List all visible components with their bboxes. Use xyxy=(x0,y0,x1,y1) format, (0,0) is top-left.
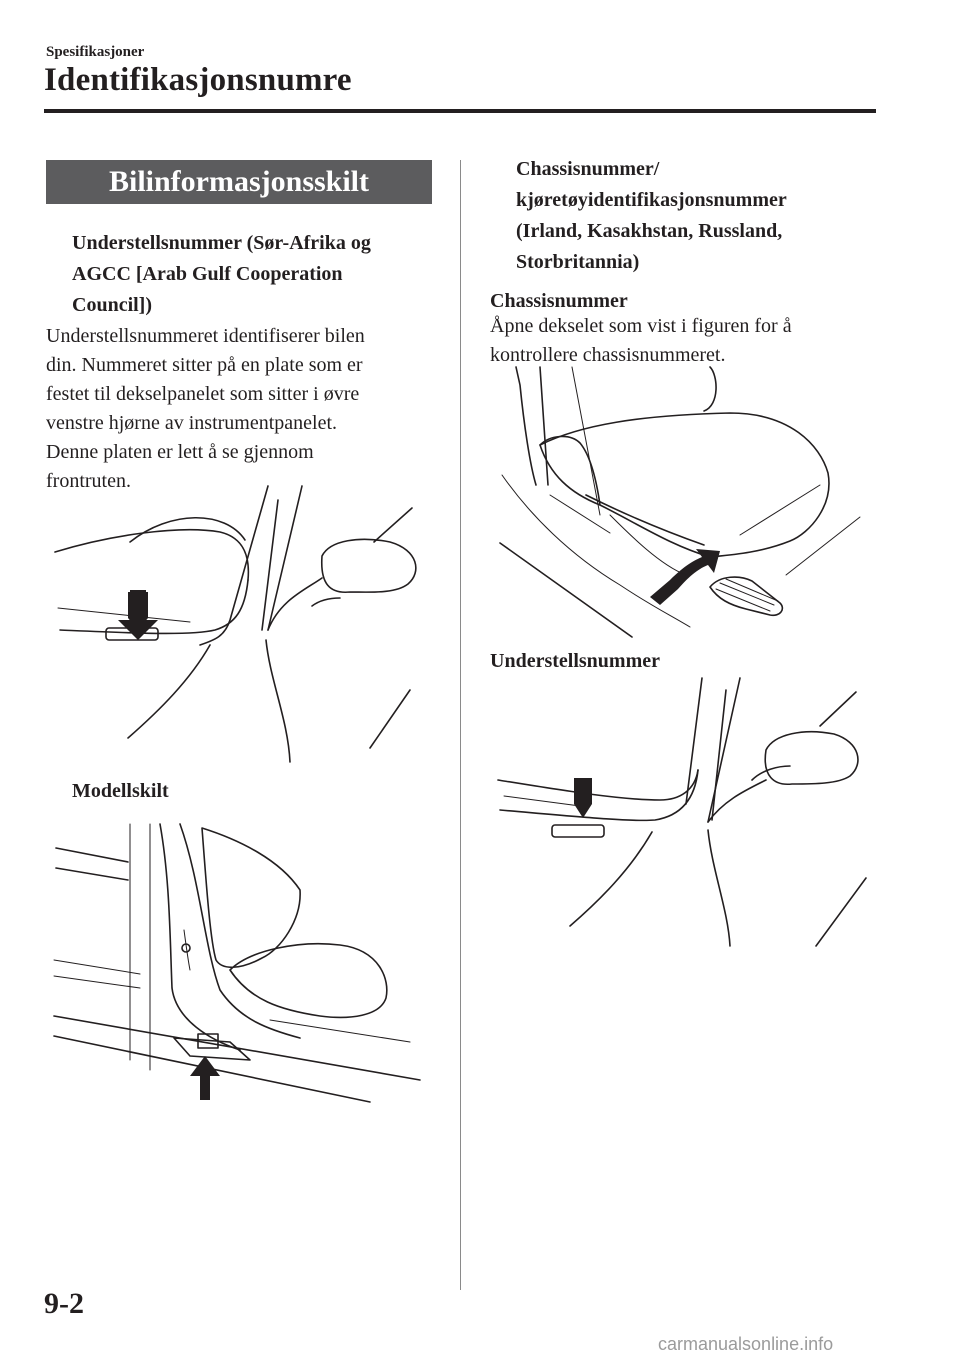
section-banner: Bilinformasjonsskilt xyxy=(46,160,432,204)
windshield-plate-illustration xyxy=(40,480,440,770)
watermark: carmanualsonline.info xyxy=(658,1334,834,1354)
right-heading: Chassisnummer/ kjøretøyidentifikasjonsnummer (Irland, Kasakhstan, Russland, Storbritannia) xyxy=(516,158,787,273)
section-label: Spesifikasjoner xyxy=(46,44,145,60)
chassis-text: Åpne dekselet som vist i figuren for å kontrollere chassisnummeret. xyxy=(490,315,792,366)
header-rule xyxy=(44,109,876,113)
left-paragraph: Understellsnummeret identifiserer bilen din. Nummeret sitter på en plate som er festet til dekselpanelet som sitter i øvre venstre hjørne av instrumentpanelet. Denne platen er lett å se gjennom frontruten. xyxy=(46,325,365,492)
chassis-number-illustration xyxy=(490,365,880,645)
model-plate-illustration xyxy=(40,820,440,1120)
left-heading: Understellsnummer (Sør-Afrika og AGCC [Arab Gulf Cooperation Council]) xyxy=(72,232,371,316)
chassis-label: Chassisnummer xyxy=(490,290,628,312)
frame-number-label: Understellsnummer xyxy=(490,650,660,672)
model-plate-label: Modellskilt xyxy=(72,780,169,802)
page-title: Identifikasjonsnumre xyxy=(44,62,352,98)
page-number: 9-2 xyxy=(44,1287,84,1320)
frame-number-illustration xyxy=(490,670,880,950)
column-divider xyxy=(460,160,461,1290)
